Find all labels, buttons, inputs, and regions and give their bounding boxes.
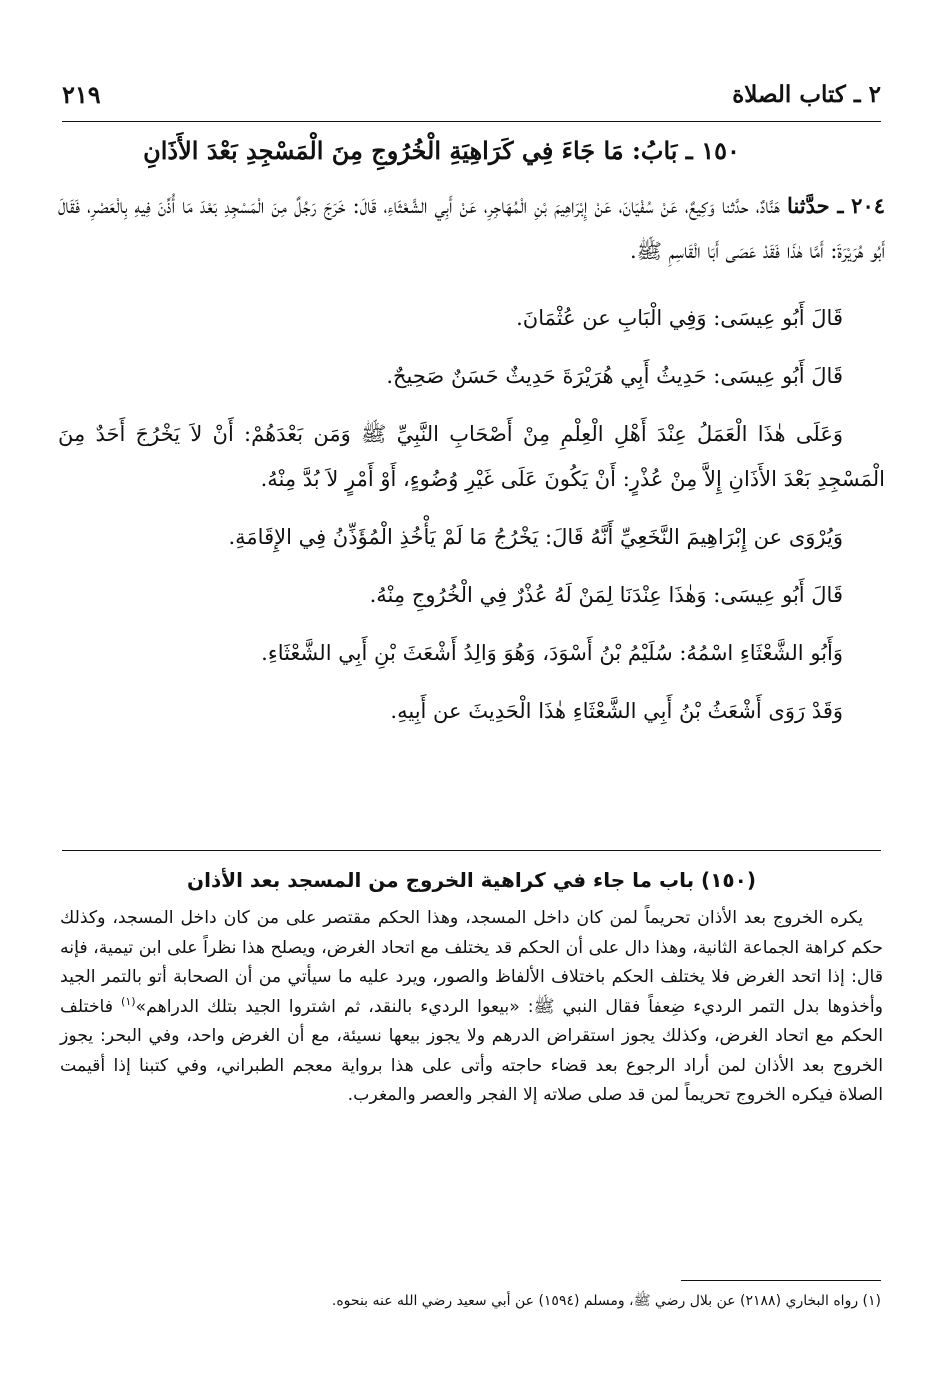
tirmidhi-note-2: قَالَ أَبُو عِيسَى: حَدِيثُ أَبِي هُرَيْرَةَ حَدِيثٌ حَسَنٌ صَحِيحٌ. bbox=[386, 364, 843, 388]
tirmidhi-note-4: وَيُرْوَى عن إِبْرَاهِيمَ النَّخَعِيِّ أَنَّهُ قَالَ: يَخْرُجُ مَا لَمْ يَأْخُذِ الْمُؤَذِّنُ فِي الإِقَامَةِ. bbox=[228, 525, 843, 549]
commentary-section bbox=[60, 862, 883, 1111]
tirmidhi-note-5: قَالَ أَبُو عِيسَى: وَهٰذَا عِنْدَنَا لِمَنْ لَهُ عُذْرٌ فِي الْخُرُوجِ مِنْهُ. bbox=[369, 583, 843, 607]
tirmidhi-note-1: قَالَ أَبُو عِيسَى: وَفِي الْبَابِ عن عُثْمَانَ. bbox=[516, 306, 843, 330]
page-number: ٢١٩ bbox=[62, 79, 101, 109]
commentary-text-part-1: يكره الخروج بعد الأذان تحريماً لمن كان داخل المسجد، وهذا الحكم مقتصر على من كان داخل المسجد، وكذلك حكم كراهة الجماعة الثانية، وهذا دال على أن الحكم قد يختلف مع اتحاد الغرض، ويصلح هذا نظراً على ابن تيمية، فإنه قال: إذا اتحد الغرض فلا يختلف الحكم باختلاف الألفاظ والصور، ويرد عليه ما سيأتي من أن الصحابة أتو بالتمر الجيد وأخذوها بدل التمر الرديء ضِعفاً فقال النبي ﷺ: «بيعوا الرديء بالنقد، ثم اشتروا الجيد بتلك الدراهم» bbox=[60, 908, 883, 1017]
hadith-body: هَنَّادٌ، حدَّثنا وَكِيعٌ، عَنْ سُفْيَانَ، عَنْ إِبْرَاهِيمَ بْنِ الْمُهَاجِرِ، عَنْ أَبِي الشَّعْثَاءِ، قَالَ: خَرَجَ رَجُلٌ مِنَ الْمَسْجِدِ بَعْدَ مَا أُذِّنَ فِيهِ بِالْعَصْرِ، فَقَالَ أَبُو هُرَيْرَةَ: أَمَّا هٰذَا فَقَدْ عَصَى أَبَا الْقَاسِمِ ﷺ. bbox=[58, 194, 885, 263]
commentary-title: (١٥٠) باب ما جاء في كراهية الخروج من المسجد بعد الأذان bbox=[187, 868, 756, 892]
hadith-number-label: ٢٠٤ ـ حدَّثنا bbox=[787, 193, 886, 218]
hadith-section bbox=[58, 136, 885, 734]
tirmidhi-note-3: وَعَلَى هٰذَا الْعَمَلُ عِنْدَ أَهْلِ الْعِلْمِ مِنْ أَصْحَابِ النَّبِيِّ ﷺ وَمَن بَعْدَهُمْ: أَنْ لاَ يَخْرُجَ أَحَدٌ مِنَ الْمَسْجِدِ بَعْدَ الأَذَانِ إِلاَّ مِنْ عُذْرٍ: أَنْ يَكُونَ عَلَى غَيْرِ وُضُوءٍ، أَوْ أَمْرٍ لاَ بُدَّ مِنْهُ. bbox=[58, 422, 885, 491]
footnote-reference: (١) bbox=[121, 994, 136, 1008]
tirmidhi-note-7: وَقَدْ رَوَى أَشْعَثُ بْنُ أَبِي الشَّعْثَاءِ هٰذَا الْحَدِيثَ عن أَبِيهِ. bbox=[390, 699, 843, 723]
hadith-text bbox=[58, 183, 885, 274]
commentary-text-part-2: فاختلف الحكم مع اتحاد الغرض، وكذلك يجوز استقراض الدرهم ولا يجوز بيعها نسيئة، مع أن الغرض واحد، وفي البحر: يجوز الخروج بعد الأذان لمن أراد الرجوع بعد قضاء حاجته وأتى على هذا برواية معجم الطبراني، وفي كتبنا إذا أقيمت الصلاة فيكره الخروج تحريماً لمن قد صلى صلاته إلا الفجر والعصر والمغرب. bbox=[60, 996, 883, 1105]
commentary-text bbox=[60, 904, 883, 1111]
chapter-title: ٢ ـ كتاب الصلاة bbox=[732, 80, 881, 108]
commentary-divider bbox=[62, 850, 881, 851]
footnote-divider bbox=[681, 1280, 881, 1281]
header-divider bbox=[62, 121, 881, 122]
bab-title: ١٥٠ ـ بَابُ: مَا جَاءَ فِي كَرَاهِيَةِ الْخُرُوجِ مِنَ الْمَسْجِدِ بَعْدَ الأَذَانِ bbox=[143, 136, 740, 165]
tirmidhi-note-6: وَأَبُو الشَّعْثَاءِ اسْمُهُ: سُلَيْمُ بْنُ أَسْوَدَ، وَهُوَ وَالِدُ أَشْعَثَ بْنِ أَبِي الشَّعْثَاءِ. bbox=[261, 641, 843, 665]
footnote: (١) رواه البخاري (٢١٨٨) عن بلال رضي ﷺ، ومسلم (١٥٩٤) عن أبي سعيد رضي الله عنه بنحوه. bbox=[331, 1293, 881, 1309]
page-header bbox=[62, 72, 881, 116]
